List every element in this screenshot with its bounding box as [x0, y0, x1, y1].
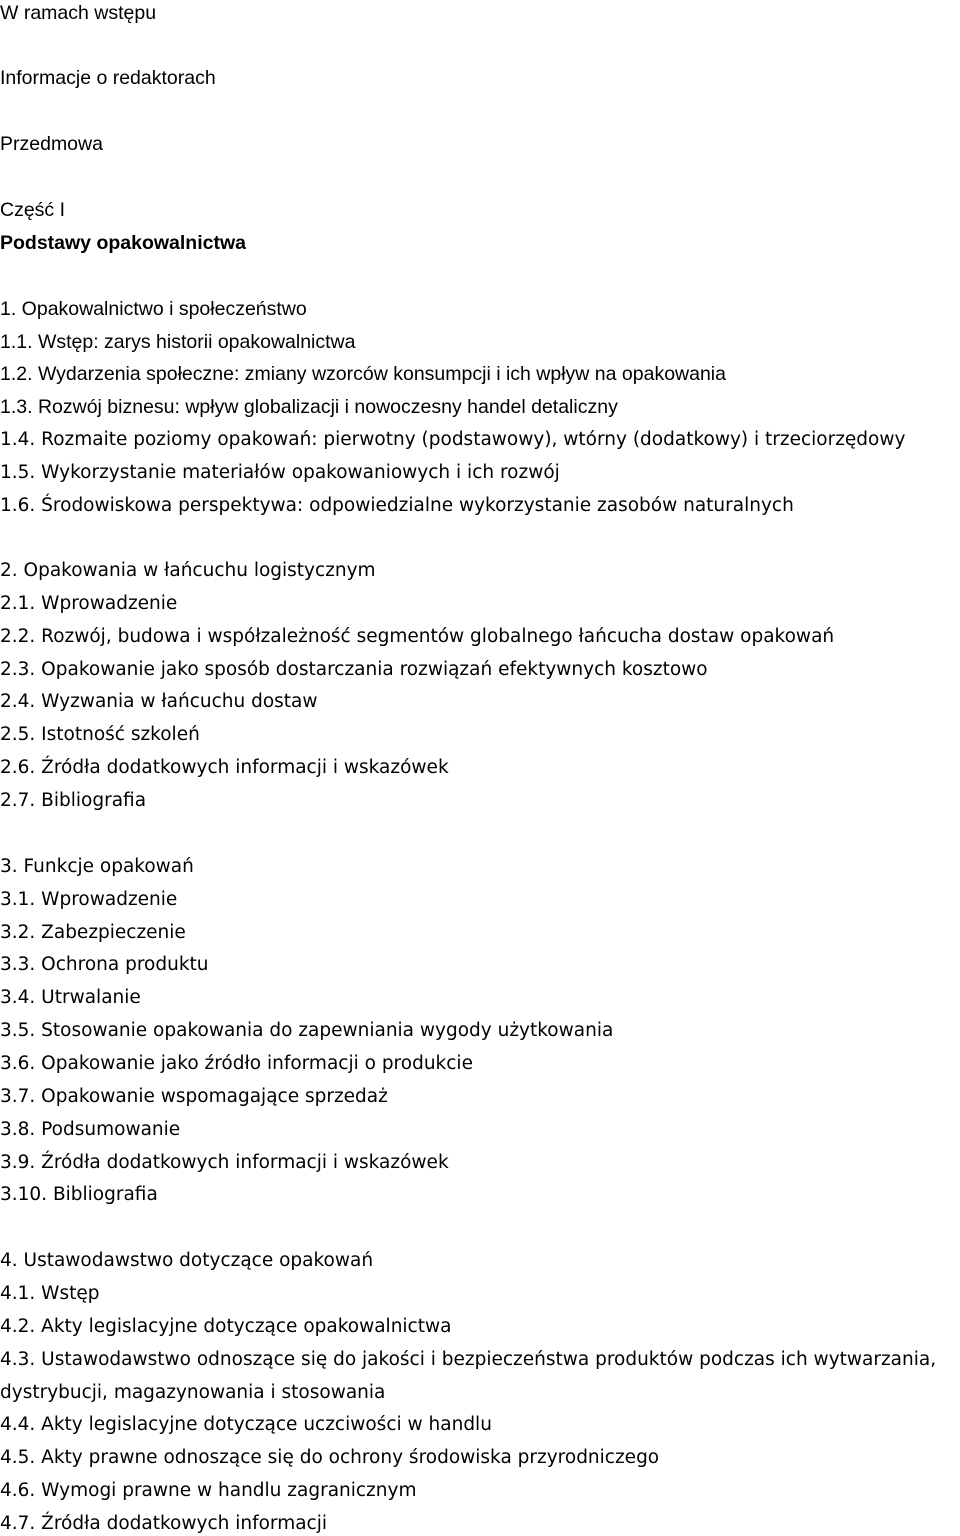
toc-entry: 2.3. Opakowanie jako sposób dostarczania rozwiązań efektywnych kosztowo [0, 659, 708, 680]
toc-entry: 1.3. Rozwój biznesu: wpływ globalizacji i nowoczesny handel detaliczny [0, 396, 618, 418]
toc-entry: 3.8. Podsumowanie [0, 1119, 181, 1140]
toc-entry: 3.1. Wprowadzenie [0, 889, 178, 910]
toc-entry: 3.6. Opakowanie jako źródło informacji o produkcie [0, 1053, 473, 1074]
toc-entry: 3.2. Zabezpieczenie [0, 922, 186, 943]
toc-entry: 3.5. Stosowanie opakowania do zapewniania wygody użytkowania [0, 1020, 614, 1041]
toc-entry: Informacje o redaktorach [0, 67, 216, 89]
toc-entry: 3. Funkcje opakowań [0, 856, 194, 877]
toc-entry: 3.9. Źródła dodatkowych informacji i wskazówek [0, 1152, 449, 1173]
toc-entry: Przedmowa [0, 133, 103, 155]
toc-entry: 2.2. Rozwój, budowa i współzależność segmentów globalnego łańcucha dostaw opakowań [0, 626, 835, 647]
toc-entry: 3.7. Opakowanie wspomagające sprzedaż [0, 1086, 388, 1107]
toc-entry: 4. Ustawodawstwo dotyczące opakowań [0, 1250, 374, 1271]
toc-entry: 1. Opakowalnictwo i społeczeństwo [0, 298, 307, 320]
part-title: Podstawy opakowalnictwa [0, 232, 246, 254]
toc-entry: 4.7. Źródła dodatkowych informacji [0, 1513, 328, 1534]
toc-entry: 3.10. Bibliografia [0, 1184, 158, 1205]
toc-entry: 1.2. Wydarzenia społeczne: zmiany wzorców konsumpcji i ich wpływ na opakowania [0, 363, 726, 385]
toc-entry: 4.2. Akty legislacyjne dotyczące opakowalnictwa [0, 1316, 452, 1337]
toc-entry: 4.6. Wymogi prawne w handlu zagranicznym [0, 1480, 417, 1501]
toc-entry: 2. Opakowania w łańcuchu logistycznym [0, 560, 376, 581]
toc-entry: 3.3. Ochrona produktu [0, 954, 209, 975]
toc-entry: 2.5. Istotność szkoleń [0, 724, 200, 745]
toc-entry: Część I [0, 199, 66, 221]
toc-entry: W ramach wstępu [0, 2, 157, 24]
toc-entry: 4.4. Akty legislacyjne dotyczące uczciwości w handlu [0, 1414, 492, 1435]
toc-entry: 4.3. Ustawodawstwo odnoszące się do jakości i bezpieczeństwa produktów podczas ich wytwarzania, [0, 1349, 937, 1370]
toc-entry: 2.7. Bibliografia [0, 790, 147, 811]
toc-entry: 4.1. Wstęp [0, 1283, 100, 1304]
toc-entry: 1.6. Środowiskowa perspektywa: odpowiedzialne wykorzystanie zasobów naturalnych [0, 495, 794, 516]
toc-entry: 2.1. Wprowadzenie [0, 593, 178, 614]
toc-entry: 4.5. Akty prawne odnoszące się do ochrony środowiska przyrodniczego [0, 1447, 660, 1468]
toc-entry: 2.6. Źródła dodatkowych informacji i wskazówek [0, 757, 449, 778]
toc-entry: 3.4. Utrwalanie [0, 987, 141, 1008]
toc-entry: 1.5. Wykorzystanie materiałów opakowaniowych i ich rozwój [0, 462, 560, 483]
toc-entry: dystrybucji, magazynowania i stosowania [0, 1382, 386, 1403]
toc-entry: 1.4. Rozmaite poziomy opakowań: pierwotny (podstawowy), wtórny (dodatkowy) i trzeciorzędowy [0, 429, 906, 450]
toc-entry: 1.1. Wstęp: zarys historii opakowalnictwa [0, 331, 356, 353]
toc-entry: 2.4. Wyzwania w łańcuchu dostaw [0, 691, 318, 712]
